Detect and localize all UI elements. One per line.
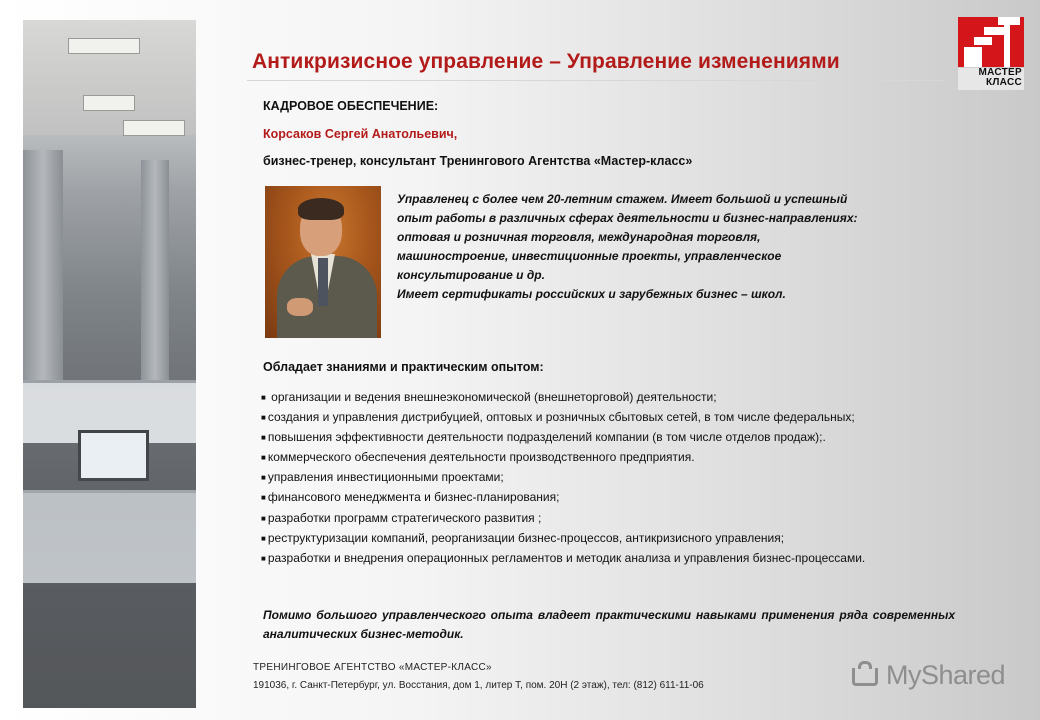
footer-agency: ТРЕНИНГОВОЕ АГЕНТСТВО «МАСТЕР-КЛАСС» — [253, 662, 492, 673]
office-photo — [23, 20, 196, 708]
footer-address: 191036, г. Санкт-Петербург, ул. Восстания, дом 1, литер Т, пом. 20Н (2 этаж), тел: (812) 611-11-06 — [253, 680, 704, 691]
list-item: ■ повышения эффективности деятельности подразделений компании (в том числе отделов продаж);. — [261, 430, 826, 445]
bullet-icon: ■ — [261, 493, 266, 503]
myshared-watermark — [850, 656, 1005, 694]
list-item: ■ финансового менеджмента и бизнес-планирования; — [261, 490, 560, 505]
list-item: ■ разработки и внедрения операционных регламентов и методик анализа и управления бизнес-процессами. — [261, 550, 866, 565]
bullet-icon: ■ — [261, 533, 266, 543]
closing-statement: Помимо большого управленческого опыта владеет практическими навыками применения ряда современных аналитических бизнес-методик. — [263, 608, 955, 641]
watermark-text: MyShared — [886, 659, 1006, 690]
trainer-role: бизнес-тренер, консультант Тренингового Агентства «Мастер-класс» — [263, 154, 693, 168]
logo-text-line1: МАСТЕР — [978, 67, 1022, 78]
bullet-icon: ■ — [261, 473, 266, 483]
title-divider — [247, 80, 945, 81]
master-class-logo — [958, 17, 1024, 91]
list-item: ■ реструктуризации компаний, реорганизации бизнес-процессов, антикризисного управления; — [261, 530, 785, 545]
bullet-icon: ■ — [261, 433, 266, 443]
list-item: ■ разработки программ стратегического развития ; — [261, 510, 542, 525]
trainer-portrait — [265, 186, 381, 338]
bio-certificates: Имеет сертификаты российских и зарубежных бизнес – школ. — [397, 287, 786, 301]
bullet-icon: ■ — [261, 453, 266, 463]
bullet-icon: ■ — [261, 413, 266, 423]
page-title: Антикризисное управление – Управление изменениями — [252, 50, 840, 73]
bullet-icon: ■ — [261, 513, 266, 523]
bullet-icon: ■ — [261, 553, 266, 563]
list-item: ■ создания и управления дистрибуцией, оптовых и розничных сбытовых сетей, в том числе федеральных; — [261, 410, 855, 425]
bullet-icon: ■ — [261, 393, 266, 402]
list-item: ■ коммерческого обеспечения деятельности производственного предприятия. — [261, 450, 695, 465]
list-item: ■ управления инвестиционными проектами; — [261, 470, 504, 485]
trainer-bio — [397, 190, 867, 304]
staffing-heading: КАДРОВОЕ ОБЕСПЕЧЕНИЕ: — [263, 99, 439, 113]
expertise-heading: Обладает знаниями и практическим опытом: — [263, 360, 544, 374]
list-item: ■ организации и ведения внешнеэкономической (внешнеторговой) деятельности; — [261, 390, 717, 404]
logo-mark — [958, 17, 1024, 67]
logo-text-line2: КЛАСС — [985, 77, 1022, 88]
trainer-name: Корсаков Сергей Анатольевич, — [263, 127, 458, 141]
bio-paragraph: Управленец с более чем 20-летним стажем. Имеет большой и успешный опыт работы в различных сферах деятельности и бизнес-направлениях: оптовая и розничная торговля, международная торговля, машиностроение, инвестиционные проекты, управленческое консультирование и др. — [397, 192, 858, 282]
expertise-list — [261, 388, 955, 569]
bag-icon — [850, 660, 880, 690]
